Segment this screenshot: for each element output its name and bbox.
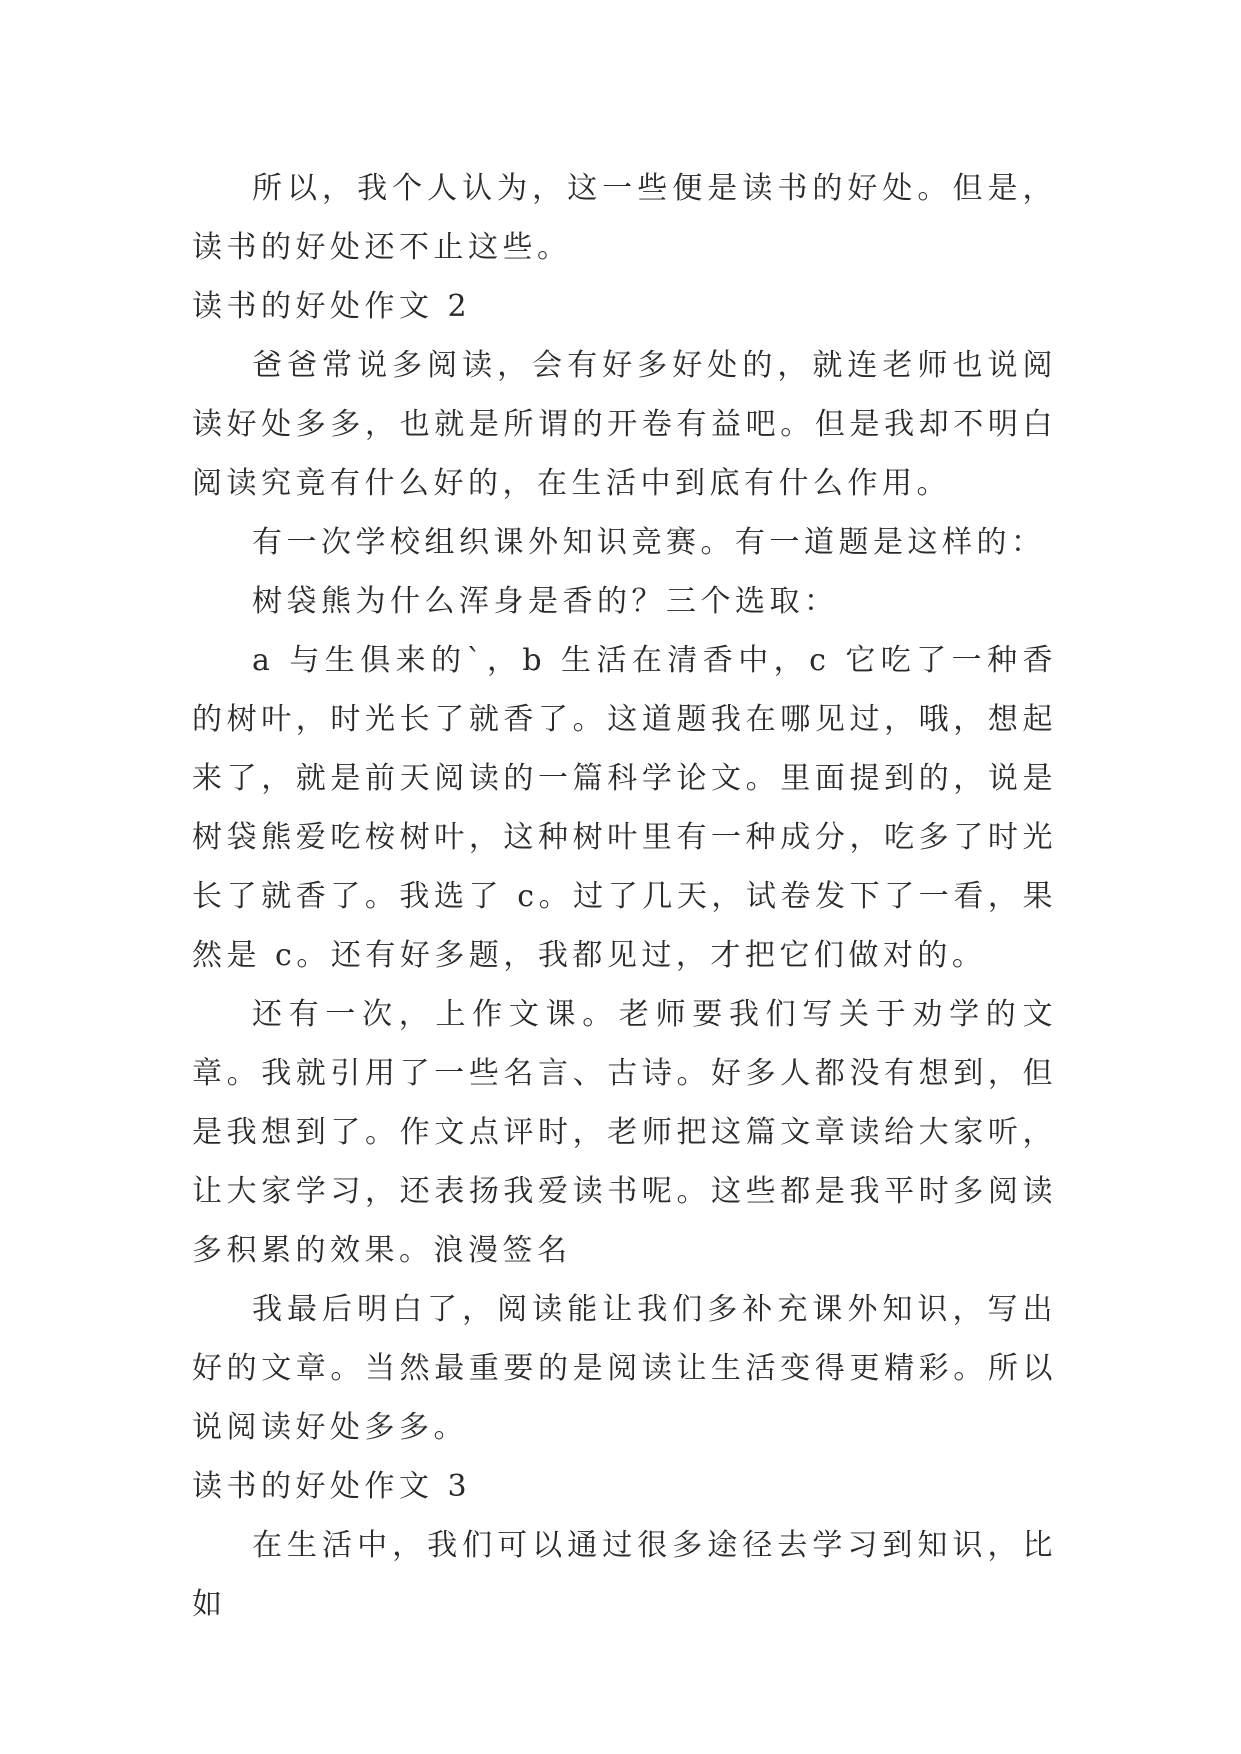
paragraph-finally-understood: 我最后明白了，阅读能让我们多补充课外知识，写出好的文章。当然最重要的是阅读让生活变得更精彩。所以说阅读好处多多。 <box>192 1292 1057 1445</box>
paragraph-father-says: 爸爸常说多阅读，会有好多好处的，就连老师也说阅读好处多多，也就是所谓的开卷有益吧。但是我却不明白阅读究竟有什么好的，在生活中到底有什么作用。 <box>192 348 1057 501</box>
paragraph-koala-question: 树袋熊为什么浑身是香的？三个选取： <box>252 584 839 619</box>
document-body <box>192 159 1057 1634</box>
paragraph-learning-paths: 在生活中，我们可以通过很多途径去学习到知识，比如 <box>192 1528 1057 1622</box>
paragraph-knowledge-contest: 有一次学校组织课外知识竞赛。有一道题是这样的： <box>252 525 1046 560</box>
paragraph-koala-answer: a 与生俱来的`，b 生活在清香中，c 它吃了一种香的树叶，时光长了就香了。这道题我在哪见过，哦，想起来了，就是前天阅读的一篇科学论文。里面提到的，说是树袋熊爱吃桉树叶，这种树叶里有一种成分，吃多了时光长了就香了。我选了 c。过了几天，试卷发下了一看，果然是 c。还有好多题，我都见过，才把它们做对的。 <box>192 643 1057 973</box>
essay-heading-3: 读书的好处作文 3 <box>192 1469 472 1504</box>
paragraph-composition-class: 还有一次，上作文课。老师要我们写关于劝学的文章。我就引用了一些名言、古诗。好多人都没有想到，但是我想到了。作文点评时，老师把这篇文章读给大家听，让大家学习，还表扬我爱读书呢。这些都是我平时多阅读多积累的效果。浪漫签名 <box>192 997 1057 1268</box>
paragraph-reading-benefits-conclusion: 所以，我个人认为，这一些便是读书的好处。但是，读书的好处还不止这些。 <box>192 171 1057 265</box>
essay-heading-2: 读书的好处作文 2 <box>192 289 472 324</box>
